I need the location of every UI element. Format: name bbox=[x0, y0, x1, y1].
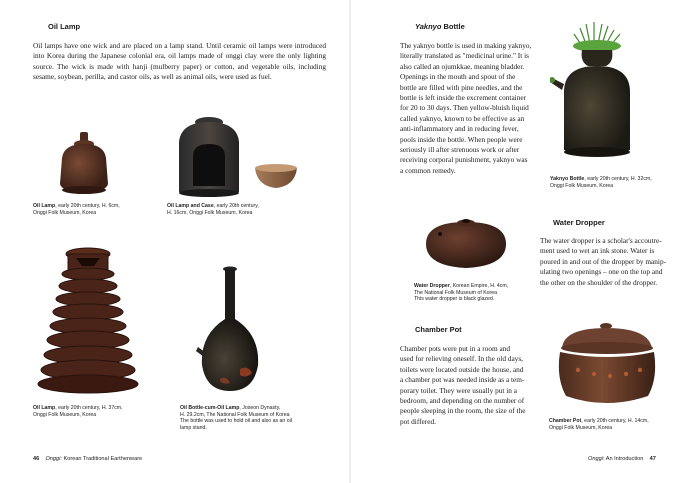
yaknyo-bottle-photo bbox=[550, 22, 650, 172]
oil-lamp-paragraph: Oil lamps have one wick and are placed on a lamp stand. Until ceramic oil lamps were introduced into Korea during the Japanese colonial era, oil lamps made of onggi clay were the only lighting source. The wick is made with hanji (mulberry paper) or cotton, and vegetable oils, including sesame, soybean, perilla, and castor oils, as well as animal oils, were used as fuel. bbox=[33, 41, 326, 82]
water-dropper-caption: Water Dropper, Korean Empire, H. 4cm, The National Folk Museum of Korea This water dropper is black glazed. bbox=[414, 283, 509, 303]
yaknyo-paragraph: The yaknyo bottle is used in making yaknyo, literally translated as "medicinal urine." It is also called an ojumkkae, meaning bladder. Openings in the mouth and spout of the bottle are filled with pine needles, and the bottle is left inside the excrement container for 20 to 30 days. Then yellow-bluish liquid called yaknyo, known to be effective as an anti-inflammatory and in reducing fever, pools inside the bottle. When people were seriously ill after strenuous work or after receiving corporal punishment, yaknyo was a common remedy. bbox=[400, 41, 532, 175]
oil-bottle-photo bbox=[196, 265, 272, 395]
water-dropper-heading: Water Dropper bbox=[553, 218, 605, 227]
yaknyo-caption: Yaknyo Bottle, early 20th century, H. 32cm, Onggi Folk Museum, Korea bbox=[550, 176, 652, 189]
oil-lamp-case-caption: Oil Lamp and Case, early 20th century, H. 16cm, Onggi Folk Museum, Korea bbox=[167, 203, 259, 216]
oil-lamp-stand-caption: Oil Lamp, early 20th century, H. 37cm, Onggi Folk Museum, Korea bbox=[33, 405, 123, 418]
chamber-pot-heading: Chamber Pot bbox=[415, 325, 462, 334]
water-dropper-paragraph: The water dropper is a scholar's accoutre- ment used to wet an ink stone. Water is poured in and out of the dropper by manip- ulating two openings – one on the top and the other on the shoulder of the dropper. bbox=[540, 236, 667, 287]
right-footer: Onggi: An Introduction 47 bbox=[588, 456, 656, 462]
chamber-pot-photo bbox=[554, 318, 662, 408]
chamber-pot-paragraph: Chamber pots were put in a room and used for relieving oneself. In the old days, toilets were located outside the house, and a chamber pot was needed inside as a tem- porary toilet. They were usually put in a bedroom, and depending on the number of people sleeping in the room, the size of the pot differed. bbox=[400, 344, 526, 426]
oil-bottle-caption: Oil Bottle-cum-Oil Lamp, Joseon Dynasty, H. 29.2cm, The National Folk Museum of Korea The bottle was used to hold oil and also as an oil lamp stand. bbox=[180, 405, 292, 431]
left-footer: 46 Onggi: Korean Traditional Earthenware bbox=[33, 456, 143, 462]
oil-lamp-photo bbox=[52, 128, 116, 196]
oil-lamp-caption: Oil Lamp, early 20th century, H. 6cm, Onggi Folk Museum, Korea bbox=[33, 203, 120, 216]
oil-lamp-heading: Oil Lamp bbox=[48, 22, 81, 31]
water-dropper-photo bbox=[422, 212, 510, 272]
oil-lamp-case-photo bbox=[173, 114, 303, 200]
oil-lamp-stand-photo bbox=[36, 246, 140, 394]
page-fold bbox=[349, 0, 351, 483]
yaknyo-heading: Yaknyo Bottle bbox=[415, 22, 465, 31]
chamber-pot-caption: Chamber Pot, early 20th century, H. 14cm, Onggi Folk Museum, Korea bbox=[549, 418, 649, 431]
